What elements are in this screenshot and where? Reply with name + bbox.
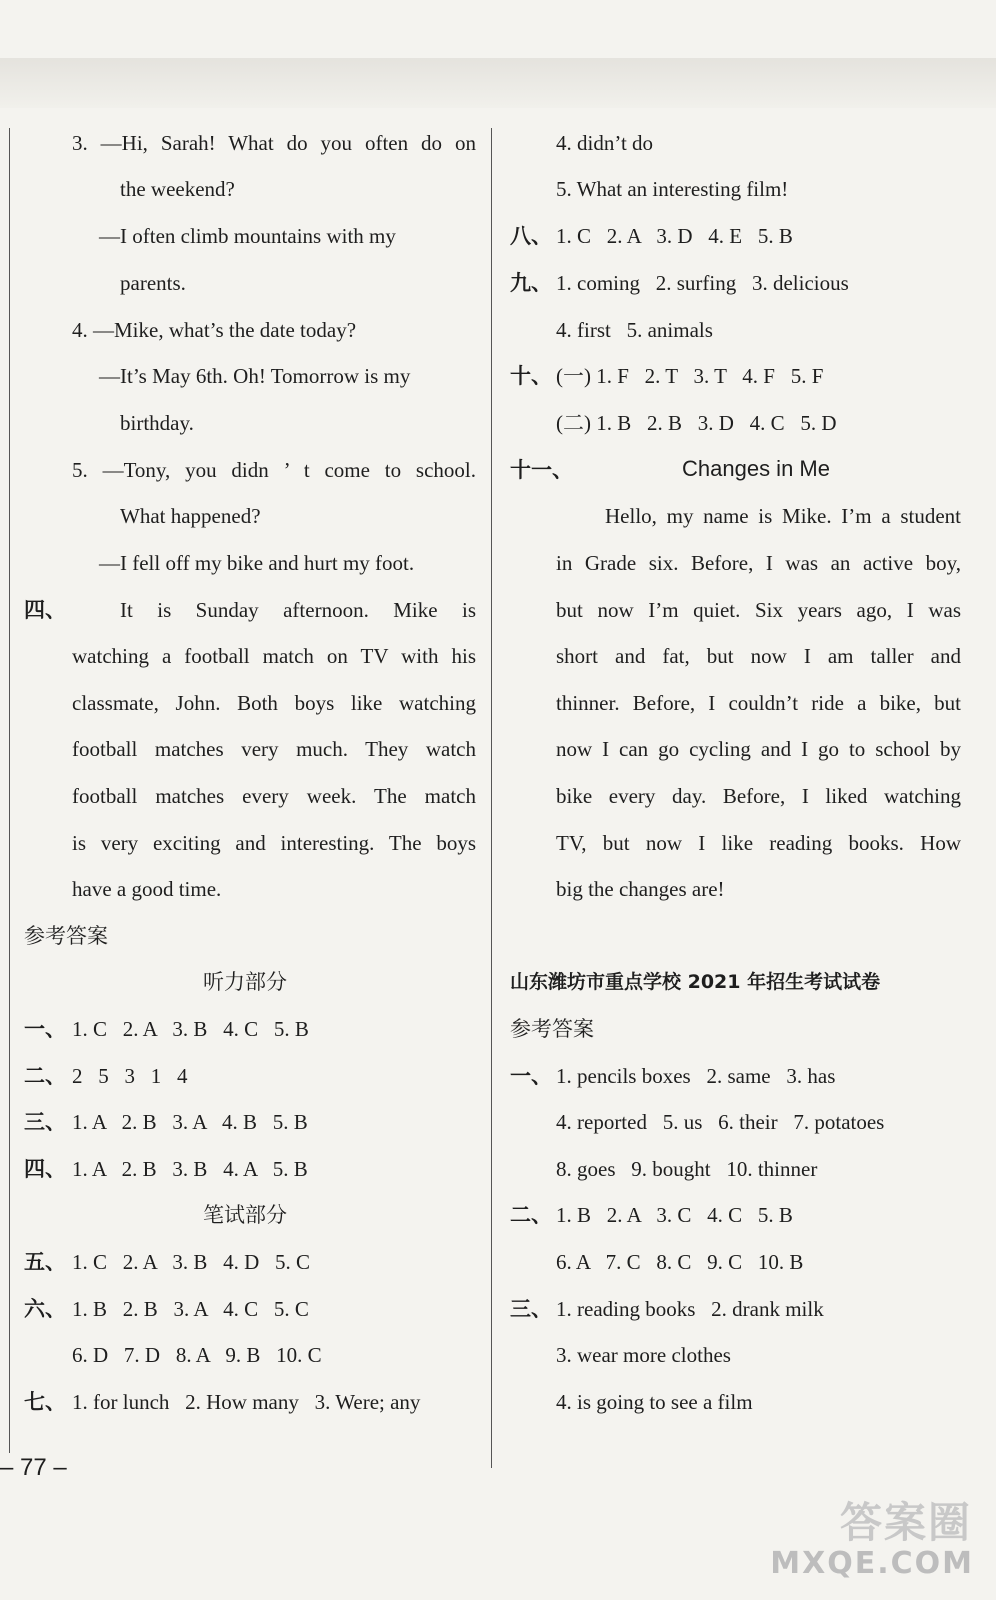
section-4-label: 四、 [24,598,66,622]
answer-7-4: 4. didn’t do [556,131,654,155]
essay-line-8: TV, but now I like reading books. How [556,831,961,855]
reference-answers-heading-2: 参考答案 [510,1017,594,1041]
watermark-logo [762,1490,982,1590]
item3-question: 3. —Hi, Sarah! What do you often do on [72,131,476,155]
essay-line-5: thinner. Before, I couldn’t ride a bike, but [556,691,961,715]
passage-line-6: is very exciting and interesting. The boys [72,831,476,855]
essay-line-6: now I can go cycling and I go to school by [556,737,961,761]
item5-question: 5. —Tony, you didn ’ t come to school. [72,458,476,482]
passage-line-7: have a good time. [72,877,222,901]
section-9-answers-cont: 4. first 5. animals [556,318,713,342]
scan-shadow-band [0,58,996,108]
exam-section-1-answers: 1. pencils boxes 2. same 3. has [556,1064,836,1088]
watermark-text: 答案圈 [839,1498,972,1547]
passage-line-2: watching a football match on TV with his [72,644,476,668]
left-margin-rule [9,128,10,1453]
exam-title: 山东潍坊市重点学校 2021 年招生考试试卷 [510,971,881,993]
section-11-label: 十一、 [510,458,573,482]
listening-3-answers: 1. A 2. B 3. A 4. B 5. B [72,1110,308,1134]
written-7-label: 七、 [24,1390,66,1414]
answer-7-5: 5. What an interesting film! [556,177,789,201]
listening-1-label: 一、 [24,1017,66,1041]
essay-line-9: big the changes are! [556,877,725,901]
passage-line-5: football matches every week. The match [72,784,476,808]
item3-answer-cont: parents. [120,271,186,295]
passage-line-4: football matches very much. They watch [72,737,476,761]
item4-answer: —It’s May 6th. Oh! Tomorrow is my [99,364,411,388]
written-6-answers: 1. B 2. B 3. A 4. C 5. C [72,1297,309,1321]
section-8-answers: 1. C 2. A 3. D 4. E 5. B [556,224,793,248]
exam-section-3-label: 三、 [510,1297,552,1321]
exam-section-2-answers: 1. B 2. A 3. C 4. C 5. B [556,1203,793,1227]
essay-line-1: Hello, my name is Mike. I’m a student [605,504,961,528]
section-9-label: 九、 [510,271,552,295]
section-9-answers: 1. coming 2. surfing 3. delicious [556,271,849,295]
listening-4-answers: 1. A 2. B 3. B 4. A 5. B [72,1157,308,1181]
essay-line-4: short and fat, but now I am taller and [556,644,961,668]
section-10-label: 十、 [510,364,552,388]
item5-answer: —I fell off my bike and hurt my foot. [99,551,415,575]
essay-line-7: bike every day. Before, I liked watching [556,784,961,808]
written-heading: 笔试部分 [203,1203,287,1227]
reference-answers-heading: 参考答案 [24,924,108,948]
passage-line-1: It is Sunday afternoon. Mike is [120,598,476,622]
item4-answer-cont: birthday. [120,411,194,435]
exam-section-1-answers-3: 8. goes 9. bought 10. thinner [556,1157,818,1181]
listening-heading: 听力部分 [203,970,287,994]
page-number: – 77 – [0,1454,67,1481]
section-10-part1: (一) 1. F 2. T 3. T 4. F 5. F [556,364,824,388]
exam-section-1-answers-2: 4. reported 5. us 6. their 7. potatoes [556,1110,885,1134]
item3-question-cont: the weekend? [120,177,235,201]
item4-question: 4. —Mike, what’s the date today? [72,318,357,342]
passage-line-3: classmate, John. Both boys like watching [72,691,476,715]
section-10-part2: (二) 1. B 2. B 3. D 4. C 5. D [556,411,837,435]
section-8-label: 八、 [510,224,552,248]
exam-section-2-label: 二、 [510,1203,552,1227]
listening-3-label: 三、 [24,1110,66,1134]
written-5-answers: 1. C 2. A 3. B 4. D 5. C [72,1250,311,1274]
listening-2-answers: 2 5 3 1 4 [72,1064,188,1088]
listening-4-label: 四、 [24,1157,66,1181]
column-divider [491,128,492,1468]
watermark-url: MXQE.COM [770,1546,974,1581]
written-5-label: 五、 [24,1250,66,1274]
listening-1-answers: 1. C 2. A 3. B 4. C 5. B [72,1017,309,1041]
essay-line-3: but now I’m quiet. Six years ago, I was [556,598,961,622]
listening-2-label: 二、 [24,1064,66,1088]
item5-question-cont: What happened? [120,504,261,528]
item3-answer: —I often climb mountains with my [99,224,396,248]
essay-line-2: in Grade six. Before, I was an active boy, [556,551,961,575]
exam-section-1-label: 一、 [510,1064,552,1088]
essay-title: Changes in Me [682,456,830,481]
written-7-answers: 1. for lunch 2. How many 3. Were; any [72,1390,421,1414]
exam-section-2-answers-2: 6. A 7. C 8. C 9. C 10. B [556,1250,804,1274]
exam-section-3-answers: 1. reading books 2. drank milk [556,1297,824,1321]
exam-section-3-answers-2: 3. wear more clothes [556,1343,731,1367]
written-6-answers-cont: 6. D 7. D 8. A 9. B 10. C [72,1343,322,1367]
exam-section-3-answers-3: 4. is going to see a film [556,1390,753,1414]
written-6-label: 六、 [24,1297,66,1321]
